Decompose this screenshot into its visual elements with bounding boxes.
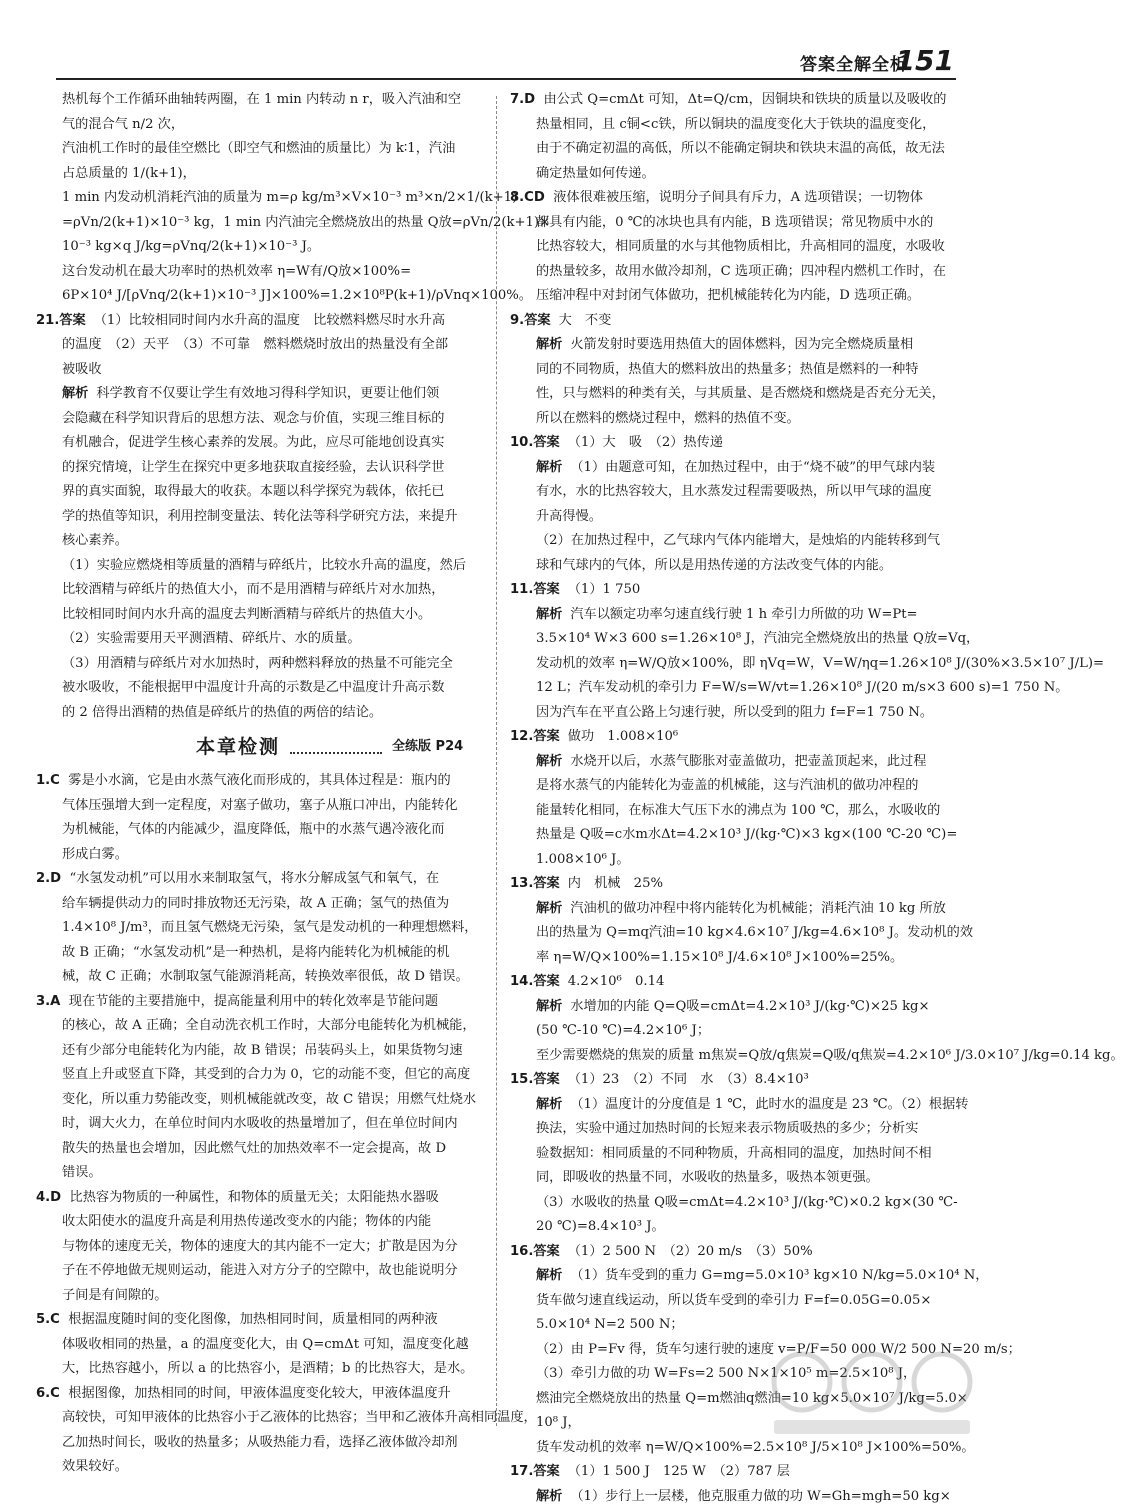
analysis-text: 比较酒精与碎纸片的热值大小，而不是用酒精与碎纸片对水加热， [36, 578, 484, 603]
answer-item [36, 1382, 484, 1407]
left-column [36, 88, 484, 1480]
section-reference: 全练版 P24 [392, 735, 463, 760]
analysis-text: 发动机的效率 η=W/Q放×100%，即 ηVq=W，V=W/ηq=1.26×10⁸ J/(30%×3.5×10⁷ J/L)= [510, 652, 962, 677]
analysis-tag: 解析 [536, 754, 562, 769]
analysis-tag: 解析 [62, 386, 88, 401]
q21-answer [36, 309, 484, 334]
answer-item [36, 1308, 484, 1333]
intro-line: 占总质量的 1/(k+1)， [36, 162, 484, 187]
intro-line: 6P×10⁴ J/[ρVnq/2(k+1)×10⁻³ J]×100%=1.2×10⁸P(k+1)/ρVnq×100%。 [36, 284, 484, 309]
analysis-text: （1）实验应燃烧相等质量的酒精与碎纸片，比较水升高的温度，然后 [36, 554, 484, 579]
answer-text: （1）1 500 J 125 W （2）787 层 [568, 1464, 790, 1479]
analysis-text: (50 ℃-10 ℃)=4.2×10⁶ J； [510, 1019, 962, 1044]
analysis-text: 能量转化相同，在标准大气压下水的沸点为 100 ℃，那么，水吸收的 [510, 799, 962, 824]
item-text: 大，比热容越小，所以 a 的比热容小，是酒精；b 的比热容大，是水。 [36, 1357, 484, 1382]
answer-text: 被吸收 [36, 358, 484, 383]
question-number: 2.D [36, 871, 61, 886]
item-text: 散失的热量也会增加，因此燃气灶的加热效率不一定会提高，故 D [36, 1137, 484, 1162]
item-text: 比热容较大，相同质量的水与其他物质相比，升高相同的温度，水吸收 [510, 235, 962, 260]
page-number: 151 [896, 44, 954, 77]
analysis-text: 有机融合，促进学生核心素养的发展。为此，应尽可能地创设真实 [36, 431, 484, 456]
analysis-text: 水增加的内能 Q=Q吸=cmΔt=4.2×10³ J/(kg·℃)×25 kg× [570, 999, 929, 1014]
answer-tag: 答案 [533, 582, 559, 597]
answer-tag: 答案 [524, 313, 550, 328]
analysis-text: 同的不同物质，热值大的燃料放出的热量多；热值是燃料的一种特 [510, 358, 962, 383]
analysis-text: （3）水吸收的热量 Q吸=cmΔt=4.2×10³ J/(kg·℃)×0.2 kg×(30 ℃- [510, 1191, 962, 1216]
item-text: 确定热量如何传递。 [510, 162, 962, 187]
answer-text: （1）1 750 [568, 582, 641, 597]
analysis-text: 的 2 倍得出酒精的热值是碎纸片的热值的两倍的结论。 [36, 701, 484, 726]
q15-analysis [510, 1093, 962, 1118]
item-text: 热量相同，且 c铜<c铁，所以铜块的温度变化大于铁块的温度变化， [510, 113, 962, 138]
item-text: 收太阳使水的温度升高是利用热传递改变水的内能；物体的内能 [36, 1210, 484, 1235]
answer-tag: 答案 [59, 313, 85, 328]
q16-answer [510, 1240, 962, 1265]
page-header [0, 0, 1000, 80]
item-text: 高较快，可知甲液体的比热容小于乙液体的比热容；当甲和乙液体升高相同温度， [36, 1406, 484, 1431]
item-text: 气体压强增大到一定程度，对塞子做功，塞子从瓶口冲出，内能转化 [36, 794, 484, 819]
answer-tag: 答案 [533, 974, 559, 989]
intro-line: 气的混合气 n/2 次， [36, 113, 484, 138]
q17-analysis [510, 1485, 962, 1509]
section-title: 本章检测 [196, 735, 280, 760]
answer-text: 大 不变 [559, 313, 612, 328]
item-text: 时，调大火力，在单位时间内水吸收的热量增加了，但在单位时间内 [36, 1112, 484, 1137]
q11-answer [510, 578, 962, 603]
intro-line: 10⁻³ kg×q J/kg=ρVnq/2(k+1)×10⁻³ J。 [36, 235, 484, 260]
analysis-text: （1）步行上一层楼，他克服重力做的功 W=Gh=mgh=50 kg× [570, 1489, 950, 1504]
item-text: 竖直上升或竖直下降，其受到的合力为 0，它的动能不变，但它的高度 [36, 1063, 484, 1088]
analysis-tag: 解析 [536, 1489, 562, 1504]
item-text: 与物体的速度无关，物体的速度大的其内能不一定大；扩散是因为分 [36, 1235, 484, 1260]
analysis-text: （2）实验需要用天平测酒精、碎纸片、水的质量。 [36, 627, 484, 652]
analysis-text: 5.0×10⁴ N=2 500 N； [510, 1313, 962, 1338]
q13-answer [510, 872, 962, 897]
question-number: 3.A [36, 994, 60, 1009]
intro-line: 这台发动机在最大功率时的热机效率 η=W有/Q放×100%= [36, 260, 484, 285]
analysis-text: 汽油机的做功冲程中将内能转化为机械能；消耗汽油 10 kg 所放 [570, 901, 945, 916]
answer-text: 做功 1.008×10⁶ [568, 729, 678, 744]
analysis-text: 1.008×10⁶ J。 [510, 848, 962, 873]
answer-text: （1）2 500 N （2）20 m/s （3）50% [568, 1244, 813, 1259]
analysis-text: 货车做匀速直线运动，所以货车受到的牵引力 F=f=0.05G=0.05× [510, 1289, 962, 1314]
item-text: 子在不停地做无规则运动，能进入对方分子的空隙中，故也能说明分 [36, 1259, 484, 1284]
q14-analysis [510, 995, 962, 1020]
item-text: 根据温度随时间的变化图像，加热相同时间，质量相同的两种液 [68, 1312, 437, 1327]
question-number: 8.CD [510, 190, 545, 205]
analysis-text: 20 ℃)=8.4×10³ J。 [510, 1215, 962, 1240]
item-text: 体吸收相同的热量，a 的温度变化大，由 Q=cmΔt 可知，温度变化越 [36, 1333, 484, 1358]
answer-tag: 答案 [533, 1244, 559, 1259]
analysis-text: （1）温度计的分度值是 1 ℃，此时水的温度是 23 ℃。（2）根据转 [570, 1097, 968, 1112]
analysis-text: 汽车以额定功率匀速直线行驶 1 h 牵引力所做的功 W=Pt= [570, 607, 917, 622]
analysis-text: 率 η=W/Q×100%=1.15×10⁸ J/4.6×10⁸ J×100%=25%。 [510, 946, 962, 971]
question-number: 9. [510, 313, 524, 328]
q10-analysis [510, 456, 962, 481]
analysis-tag: 解析 [536, 1268, 562, 1283]
answer-text: （1）大 吸 （2）热传递 [568, 435, 723, 450]
item-text: 错误。 [36, 1161, 484, 1186]
right-column [510, 88, 962, 1509]
analysis-text: 被水吸收，不能根据甲中温度计升高的示数是乙中温度计升高示数 [36, 676, 484, 701]
analysis-text: 因为汽车在平直公路上匀速行驶，所以受到的阻力 f=F=1 750 N。 [510, 701, 962, 726]
analysis-text: 3.5×10⁴ W×3 600 s=1.26×10⁸ J，汽油完全燃烧放出的热量 Q放=Vq， [510, 627, 962, 652]
analysis-tag: 解析 [536, 460, 562, 475]
answer-text: 内 机械 25% [568, 876, 663, 891]
analysis-text: 有水，水的比热容较大，且水蒸发过程需要吸热，所以甲气球的温度 [510, 480, 962, 505]
analysis-text: 的探究情境，让学生在探究中更多地获取直接经验，去认识科学世 [36, 456, 484, 481]
question-number: 17. [510, 1464, 533, 1479]
item-text: 形成白雾。 [36, 843, 484, 868]
q12-analysis [510, 750, 962, 775]
analysis-text: 是将水蒸气的内能转化为壶盖的机械能，这与汽油机的做功冲程的 [510, 774, 962, 799]
item-text: 变化，所以重力势能改变，则机械能就改变，故 C 错误；用燃气灶烧水 [36, 1088, 484, 1113]
analysis-text: 核心素养。 [36, 529, 484, 554]
answer-item [510, 88, 962, 113]
intro-line: 汽油机工作时的最佳空燃比（即空气和燃油的质量比）为 k∶1，汽油 [36, 137, 484, 162]
item-text: “水氢发动机”可以用水来制取氢气，将水分解成氢气和氧气，在 [70, 871, 440, 886]
answer-item [36, 1186, 484, 1211]
question-number: 7.D [510, 92, 535, 107]
analysis-text: 性，只与燃料的种类有关，与其质量、是否燃烧和燃烧是否充分无关， [510, 382, 962, 407]
q9-answer [510, 309, 962, 334]
question-number: 13. [510, 876, 533, 891]
analysis-text: （1）由题意可知，在加热过程中，由于“烧不破”的甲气球内装 [570, 460, 935, 475]
item-text: 液体很难被压缩，说明分子间具有斥力，A 选项错误；一切物体 [553, 190, 923, 205]
item-text: 的热量较多，故用水做冷却剂，C 选项正确；四冲程内燃机工作时，在 [510, 260, 962, 285]
q11-analysis [510, 603, 962, 628]
analysis-text: 10⁸ J， [510, 1411, 962, 1436]
q10-answer [510, 431, 962, 456]
q9-analysis [510, 333, 962, 358]
analysis-text: 所以在燃料的燃烧过程中，燃料的热值不变。 [510, 407, 962, 432]
analysis-text: （2）在加热过程中，乙气球内气体内能增大，是烛焰的内能转移到气 [510, 529, 962, 554]
q16-analysis [510, 1264, 962, 1289]
item-text: 故 B 正确；“水氢发动机”是一种热机，是将内能转化为机械能的机 [36, 941, 484, 966]
item-text: 效果较好。 [36, 1455, 484, 1480]
analysis-tag: 解析 [536, 999, 562, 1014]
question-number: 5.C [36, 1312, 60, 1327]
question-number: 11. [510, 582, 533, 597]
leader-dots [290, 740, 382, 754]
item-text: 压缩冲程中对封闭气体做功，把机械能转化为内能，D 选项正确。 [510, 284, 962, 309]
item-text: 1.4×10⁸ J/m³，而且氢气燃烧无污染，氢气是发动机的一种理想燃料， [36, 916, 484, 941]
analysis-text: 热量是 Q吸=c水m水Δt=4.2×10³ J/(kg·℃)×3 kg×(100 ℃-20 ℃)= [510, 823, 962, 848]
item-text: 子间是有间隙的。 [36, 1284, 484, 1309]
analysis-text: 货车发动机的效率 η=W/Q×100%=2.5×10⁸ J/5×10⁸ J×100%=50%。 [510, 1436, 962, 1461]
analysis-text: （3）用酒精与碎纸片对水加热时，两种燃料释放的热量不可能完全 [36, 652, 484, 677]
question-number: 6.C [36, 1386, 60, 1401]
answer-item [510, 186, 962, 211]
item-text: 都具有内能，0 ℃的冰块也具有内能，B 选项错误；常见物质中水的 [510, 211, 962, 236]
answer-tag: 答案 [533, 729, 559, 744]
analysis-text: 界的真实面貌，取得最大的收获。本题以科学探究为载体，依托已 [36, 480, 484, 505]
item-text: 由公式 Q=cmΔt 可知，Δt=Q/cm，因铜块和铁块的质量以及吸收的 [544, 92, 947, 107]
analysis-text: 出的热量为 Q=mq汽油=10 kg×4.6×10⁷ J/kg=4.6×10⁸ J。发动机的效 [510, 921, 962, 946]
answer-item [36, 990, 484, 1015]
answer-tag: 答案 [533, 435, 559, 450]
item-text: 现在节能的主要措施中，提高能量利用中的转化效率是节能问题 [69, 994, 438, 1009]
item-text: 乙加热时间长，吸收的热量多；从吸热能力看，选择乙液体做冷却剂 [36, 1431, 484, 1456]
answer-text: （1）23 （2）不同 水 （3）8.4×10³ [568, 1072, 809, 1087]
answer-text: 的温度 （2）天平 （3）不可靠 燃料燃烧时放出的热量没有全部 [36, 333, 484, 358]
analysis-text: 燃油完全燃烧放出的热量 Q=m燃油q燃油=10 kg×5.0×10⁷ J/kg=5.0× [510, 1387, 962, 1412]
answer-text: （1）比较相同时间内水升高的温度 比较燃料燃尽时水升高 [94, 313, 445, 328]
analysis-text: 科学教育不仅要让学生有效地习得科学知识，更要让他们领 [96, 386, 439, 401]
item-text: 雾是小水滴，它是由水蒸气液化而形成的，其具体过程是：瓶内的 [68, 773, 450, 788]
analysis-tag: 解析 [536, 901, 562, 916]
question-number: 21. [36, 313, 59, 328]
question-number: 15. [510, 1072, 533, 1087]
answer-item [36, 769, 484, 794]
answer-item [36, 867, 484, 892]
analysis-text: 至少需要燃烧的焦炭的质量 m焦炭=Q放/q焦炭=Q吸/q焦炭=4.2×10⁶ J/3.0×10⁷ J/kg=0.14 kg。 [510, 1044, 962, 1069]
answer-tag: 答案 [533, 1072, 559, 1087]
item-text: 比热容为物质的一种属性，和物体的质量无关；太阳能热水器吸 [70, 1190, 439, 1205]
answer-tag: 答案 [533, 1464, 559, 1479]
item-text: 给车辆提供动力的同时排放物还无污染，故 A 正确；氢气的热值为 [36, 892, 484, 917]
analysis-text: 学的热值等知识，利用控制变量法、转化法等科学研究方法，来提升 [36, 505, 484, 530]
intro-line: 热机每个工作循环曲轴转两圈，在 1 min 内转动 n r，吸入汽油和空 [36, 88, 484, 113]
analysis-text: 升高得慢。 [510, 505, 962, 530]
analysis-text: 会隐藏在科学知识背后的思想方法、观念与价值，实现三维目标的 [36, 407, 484, 432]
analysis-text: （3）牵引力做的功 W=Fs=2 500 N×1×10⁵ m=2.5×10⁸ J， [510, 1362, 962, 1387]
analysis-text: （1）货车受到的重力 G=mg=5.0×10³ kg×10 N/kg=5.0×10⁴ N， [570, 1268, 988, 1283]
question-number: 14. [510, 974, 533, 989]
chapter-test-heading [36, 731, 484, 763]
question-number: 10. [510, 435, 533, 450]
answer-tag: 答案 [533, 876, 559, 891]
question-number: 1.C [36, 773, 60, 788]
item-text: 为机械能，气体的内能减少，温度降低，瓶中的水蒸气遇冷液化而 [36, 818, 484, 843]
q13-analysis [510, 897, 962, 922]
analysis-text: 水烧开以后，水蒸气膨胀对壶盖做功，把壶盖顶起来，此过程 [570, 754, 926, 769]
item-text: 械，故 C 正确；水制取氢气能源消耗高，转换效率很低，故 D 错误。 [36, 965, 484, 990]
analysis-text: 同，即吸收的热量不同，水吸收的热量多，吸热本领更强。 [510, 1166, 962, 1191]
analysis-text: 火箭发射时要选用热值大的固体燃料，因为完全燃烧质量相 [570, 337, 913, 352]
analysis-tag: 解析 [536, 337, 562, 352]
analysis-tag: 解析 [536, 607, 562, 622]
q15-answer [510, 1068, 962, 1093]
analysis-text: 比较相同时间内水升高的温度去判断酒精与碎纸片的热值大小。 [36, 603, 484, 628]
question-number: 12. [510, 729, 533, 744]
answer-text: 4.2×10⁶ 0.14 [568, 974, 665, 989]
intro-line: =ρVn/2(k+1)×10⁻³ kg，1 min 内汽油完全燃烧放出的热量 Q放=ρVn/2(k+1)× [36, 211, 484, 236]
analysis-text: 验数据知：相同质量的不同种物质，升高相同的温度，加热时间不相 [510, 1142, 962, 1167]
item-text: 的核心，故 A 正确；全自动洗衣机工作时，大部分电能转化为机械能， [36, 1014, 484, 1039]
header-rule [56, 78, 956, 80]
analysis-text: 换法，实验中通过加热时间的长短来表示物质吸热的多少；分析实 [510, 1117, 962, 1142]
analysis-tag: 解析 [536, 1097, 562, 1112]
q21-analysis [36, 382, 484, 407]
q17-answer [510, 1460, 962, 1485]
q12-answer [510, 725, 962, 750]
question-number: 16. [510, 1244, 533, 1259]
intro-line: 1 min 内发动机消耗汽油的质量为 m=ρ kg/m³×V×10⁻³ m³×n/2×1/(k+1) [36, 186, 484, 211]
analysis-text: （2）由 P=Fv 得，货车匀速行驶的速度 v=P/F=50 000 W/2 500 N=20 m/s； [510, 1338, 962, 1363]
header-title: 答案全解全析 [800, 50, 908, 75]
item-text: 由于不确定初温的高低，所以不能确定铜块和铁块末温的高低，故无法 [510, 137, 962, 162]
question-number: 4.D [36, 1190, 61, 1205]
watermark-logo [754, 1344, 984, 1440]
item-text: 根据图像，加热相同的时间，甲液体温度变化较大，甲液体温度升 [68, 1386, 450, 1401]
analysis-text: 12 L；汽车发动机的牵引力 F=W/s=W/vt=1.26×10⁸ J/(20 m/s×3 600 s)=1 750 N。 [510, 676, 962, 701]
item-text: 还有少部分电能转化为内能，故 B 错误；吊装码头上，如果货物匀速 [36, 1039, 484, 1064]
q14-answer [510, 970, 962, 995]
analysis-text: 球和气球内的气体，所以是用热传递的方法改变气体的内能。 [510, 554, 962, 579]
